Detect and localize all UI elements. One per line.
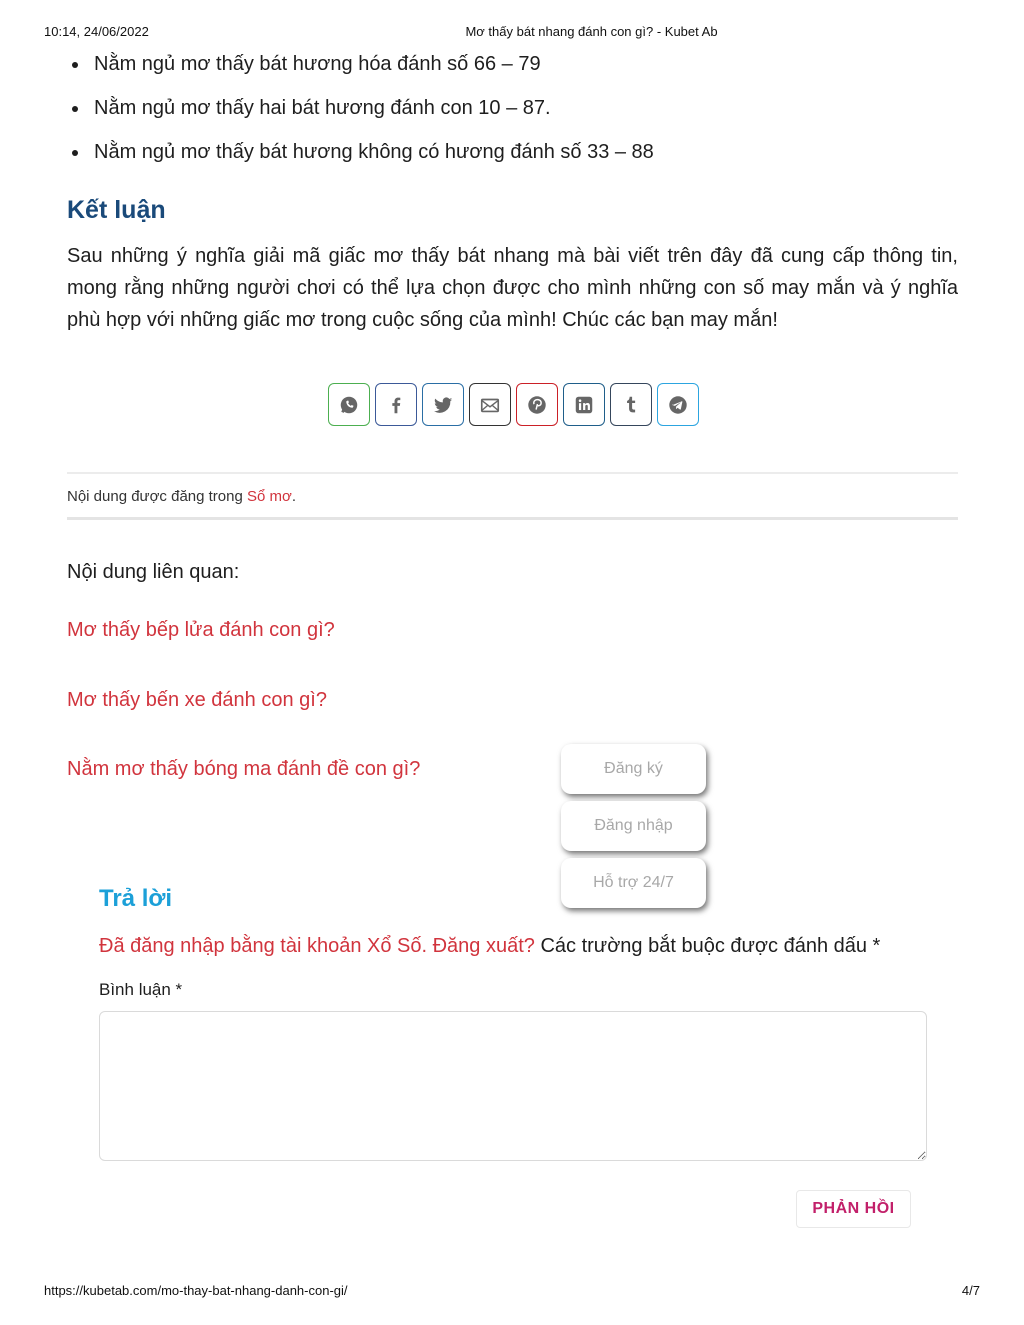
print-page-title: Mơ thấy bát nhang đánh con gì? - Kubet Ab	[465, 24, 718, 39]
linkedin-icon	[573, 394, 595, 416]
share-twitter-button[interactable]	[422, 383, 464, 426]
list-item: Nằm ngủ mơ thấy bát hương không có hương đánh số 33 – 88	[67, 138, 958, 182]
twitter-icon	[432, 394, 454, 416]
print-timestamp: 10:14, 24/06/2022	[44, 24, 149, 39]
related-heading: Nội dung liên quan:	[67, 561, 240, 583]
comment-label: Bình luận *	[99, 980, 183, 999]
login-button[interactable]: Đăng nhập	[561, 801, 706, 851]
comment-textarea[interactable]	[99, 1011, 927, 1161]
reply-heading: Trả lời	[99, 885, 173, 912]
print-url: https://kubetab.com/mo-thay-bat-nhang-danh-con-gi/	[44, 1283, 348, 1298]
email-icon	[479, 394, 501, 416]
related-link[interactable]: Nằm mơ thấy bóng ma đánh đề con gì?	[67, 758, 421, 780]
share-facebook-button[interactable]	[375, 383, 417, 426]
tumblr-icon	[620, 394, 642, 416]
submit-reply-button[interactable]: PHẢN HỒI	[796, 1190, 911, 1228]
logout-link[interactable]: Đăng xuất?	[432, 935, 535, 957]
share-pinterest-button[interactable]	[516, 383, 558, 426]
dream-number-list	[67, 50, 958, 182]
share-telegram-button[interactable]	[657, 383, 699, 426]
whatsapp-icon	[338, 394, 360, 416]
register-button[interactable]: Đăng ký	[561, 744, 706, 794]
posted-in-suffix: .	[291, 488, 297, 505]
share-email-button[interactable]	[469, 383, 511, 426]
category-link[interactable]: Sổ mơ	[247, 488, 292, 505]
reply-form	[99, 885, 927, 1217]
related-link[interactable]: Mơ thấy bếp lửa đánh con gì?	[67, 619, 335, 641]
list-item: Nằm ngủ mơ thấy hai bát hương đánh con 10 – 87.	[67, 94, 958, 138]
account-link[interactable]: Xổ Số	[367, 935, 422, 957]
pinterest-icon	[526, 394, 548, 416]
posted-in-bar	[67, 472, 958, 520]
telegram-icon	[667, 394, 689, 416]
print-page-number: 4/7	[961, 1283, 980, 1298]
required-fields-note: Các trường bắt buộc được đánh dấu *	[534, 935, 881, 957]
share-bar	[328, 383, 699, 426]
conclusion-heading: Kết luận	[67, 196, 166, 224]
posted-in-prefix: Nội dung được đăng trong	[67, 488, 247, 505]
related-link[interactable]: Mơ thấy bến xe đánh con gì?	[67, 689, 327, 711]
login-status-line	[99, 935, 880, 958]
account-separator: .	[421, 935, 433, 957]
share-tumblr-button[interactable]	[610, 383, 652, 426]
list-item: Nằm ngủ mơ thấy bát hương hóa đánh số 66 – 79	[67, 50, 958, 94]
conclusion-paragraph: Sau những ý nghĩa giải mã giấc mơ thấy bát nhang mà bài viết trên đây đã cung cấp thông tin, mong rằng những người chơi có thể lựa chọn được cho mình những con số may mắn và ý nghĩa phù hợp với những giấc mơ trong cuộc sống của mình! Chúc các bạn may mắn!	[67, 245, 958, 331]
support-button[interactable]: Hỗ trợ 24/7	[561, 858, 706, 908]
logged-in-text-link[interactable]: Đã đăng nhập bằng tài khoản	[99, 935, 367, 957]
share-whatsapp-button[interactable]	[328, 383, 370, 426]
facebook-icon	[385, 394, 407, 416]
share-linkedin-button[interactable]	[563, 383, 605, 426]
